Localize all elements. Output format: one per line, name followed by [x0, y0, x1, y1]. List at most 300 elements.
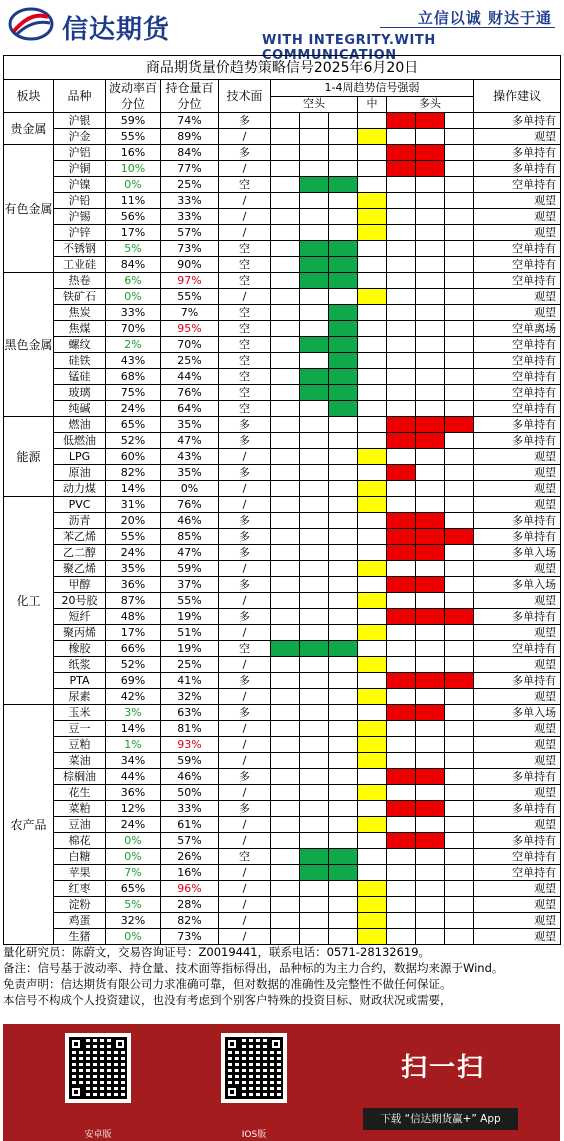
- signal-cell: [358, 817, 387, 833]
- tagline: WITH INTEGRITY.WITH COMMUNICATION: [262, 33, 436, 63]
- volatility-cell: 44%: [106, 769, 161, 785]
- signal-cell: [387, 529, 416, 545]
- open-interest-cell: 33%: [161, 801, 219, 817]
- ios-label: IOS版: [241, 1130, 267, 1140]
- advice-cell: 空单持有: [474, 401, 561, 417]
- signal-cell: [271, 785, 300, 801]
- signal-cell: [271, 401, 300, 417]
- android-label: 安卓版: [84, 1130, 112, 1140]
- signal-cell: [387, 881, 416, 897]
- signal-cell: [329, 305, 358, 321]
- volatility-cell: 17%: [106, 225, 161, 241]
- technical-cell: /: [219, 161, 271, 177]
- table-row: [4, 817, 561, 833]
- variety-cell: 甲醇: [54, 577, 106, 593]
- signal-cell: [329, 465, 358, 481]
- signal-cell: [416, 721, 445, 737]
- signal-cell: [358, 865, 387, 881]
- signal-cell: [416, 913, 445, 929]
- download-app-button[interactable]: 下载 “信达期货赢+” App: [363, 1108, 518, 1130]
- signal-cell: [271, 657, 300, 673]
- signal-cell: [300, 641, 329, 657]
- variety-cell: 螺纹: [54, 337, 106, 353]
- signal-cell: [358, 833, 387, 849]
- signal-cell: [300, 913, 329, 929]
- table-row: [4, 801, 561, 817]
- signal-cell: [358, 401, 387, 417]
- variety-cell: 豆一: [54, 721, 106, 737]
- signal-cell: [416, 353, 445, 369]
- signal-cell: [387, 737, 416, 753]
- table-row: [4, 225, 561, 241]
- open-interest-cell: 96%: [161, 881, 219, 897]
- advice-cell: 多单持有: [474, 433, 561, 449]
- volatility-cell: 36%: [106, 785, 161, 801]
- variety-cell: 沪锌: [54, 225, 106, 241]
- signal-cell: [300, 833, 329, 849]
- technical-cell: /: [219, 865, 271, 881]
- technical-cell: /: [219, 881, 271, 897]
- open-interest-cell: 33%: [161, 193, 219, 209]
- signal-cell: [271, 641, 300, 657]
- signal-cell: [300, 753, 329, 769]
- signal-cell: [387, 849, 416, 865]
- variety-cell: 沥青: [54, 513, 106, 529]
- technical-cell: 空: [219, 385, 271, 401]
- signal-cell: [271, 721, 300, 737]
- signal-cell: [329, 289, 358, 305]
- signal-cell: [300, 417, 329, 433]
- technical-cell: 空: [219, 305, 271, 321]
- signal-cell: [300, 673, 329, 689]
- signal-cell: [329, 625, 358, 641]
- advice-cell: 多单持有: [474, 113, 561, 129]
- advice-cell: 观望: [474, 481, 561, 497]
- signal-cell: [445, 929, 474, 945]
- signal-cell: [300, 577, 329, 593]
- signal-cell: [358, 273, 387, 289]
- signal-cell: [445, 721, 474, 737]
- table-row: [4, 865, 561, 881]
- signal-cell: [445, 753, 474, 769]
- signal-cell: [445, 737, 474, 753]
- open-interest-cell: 32%: [161, 689, 219, 705]
- signal-cell: [416, 337, 445, 353]
- signal-cell: [329, 353, 358, 369]
- signal-cell: [271, 737, 300, 753]
- android-qr-code[interactable]: [65, 1033, 131, 1103]
- signal-cell: [329, 513, 358, 529]
- signal-cell: [416, 241, 445, 257]
- signal-cell: [445, 785, 474, 801]
- technical-cell: /: [219, 929, 271, 945]
- signal-cell: [358, 769, 387, 785]
- signal-cell: [445, 241, 474, 257]
- signal-cell: [358, 561, 387, 577]
- signal-cell: [358, 673, 387, 689]
- signal-cell: [387, 257, 416, 273]
- open-interest-cell: 55%: [161, 593, 219, 609]
- open-interest-cell: 51%: [161, 625, 219, 641]
- signal-cell: [358, 577, 387, 593]
- disclaimer-line-1: 免责声明：信达期货有限公司力求准确可靠，但对数据的准确性及完整性不做任何保证。: [3, 977, 452, 991]
- signal-cell: [416, 289, 445, 305]
- signal-cell: [329, 529, 358, 545]
- table-row: [4, 881, 561, 897]
- signal-cell: [329, 209, 358, 225]
- signal-cell: [416, 177, 445, 193]
- volatility-cell: 14%: [106, 481, 161, 497]
- variety-cell: 沪铅: [54, 193, 106, 209]
- advice-cell: 空单离场: [474, 321, 561, 337]
- signal-cell: [300, 225, 329, 241]
- header-sector: 板块: [4, 80, 54, 113]
- volatility-cell: 7%: [106, 865, 161, 881]
- signal-cell: [300, 929, 329, 945]
- volatility-cell: 33%: [106, 305, 161, 321]
- signal-cell: [445, 193, 474, 209]
- volatility-cell: 52%: [106, 657, 161, 673]
- signal-cell: [445, 369, 474, 385]
- signal-cell: [445, 433, 474, 449]
- open-interest-cell: 61%: [161, 817, 219, 833]
- signal-cell: [358, 513, 387, 529]
- signal-cell: [358, 497, 387, 513]
- volatility-cell: 32%: [106, 913, 161, 929]
- signal-cell: [329, 481, 358, 497]
- variety-cell: 红枣: [54, 881, 106, 897]
- technical-cell: 空: [219, 401, 271, 417]
- table-row: [4, 849, 561, 865]
- signal-cell: [358, 545, 387, 561]
- signal-cell: [416, 225, 445, 241]
- signal-cell: [271, 145, 300, 161]
- open-interest-cell: 7%: [161, 305, 219, 321]
- signal-cell: [358, 737, 387, 753]
- slogan: 立信以诚 财达于通: [417, 9, 552, 27]
- table-row: [4, 337, 561, 353]
- technical-cell: 空: [219, 337, 271, 353]
- advice-cell: 观望: [474, 721, 561, 737]
- volatility-cell: 69%: [106, 673, 161, 689]
- notes-block: [3, 944, 560, 1008]
- volatility-cell: 48%: [106, 609, 161, 625]
- header-volatility: 波动率百分位: [106, 80, 161, 113]
- signal-cell: [300, 513, 329, 529]
- open-interest-cell: 55%: [161, 289, 219, 305]
- signal-cell: [329, 417, 358, 433]
- open-interest-cell: 89%: [161, 129, 219, 145]
- signal-cell: [416, 657, 445, 673]
- advice-cell: 多单持有: [474, 529, 561, 545]
- sector-name: 贵金属: [4, 113, 54, 145]
- signal-cell: [300, 769, 329, 785]
- open-interest-cell: 37%: [161, 577, 219, 593]
- open-interest-cell: 44%: [161, 369, 219, 385]
- signal-cell: [300, 801, 329, 817]
- table-row: [4, 321, 561, 337]
- signal-cell: [329, 593, 358, 609]
- table-row: [4, 129, 561, 145]
- scan-text: 扫一扫: [401, 1053, 486, 1083]
- advice-cell: 观望: [474, 289, 561, 305]
- signal-cell: [416, 769, 445, 785]
- signal-cell: [387, 273, 416, 289]
- signal-cell: [329, 193, 358, 209]
- variety-cell: 短纤: [54, 609, 106, 625]
- signal-cell: [300, 593, 329, 609]
- technical-cell: 多: [219, 113, 271, 129]
- table-row: [4, 433, 561, 449]
- signal-cell: [329, 769, 358, 785]
- table-row: [4, 497, 561, 513]
- technical-cell: /: [219, 657, 271, 673]
- signal-cell: [329, 865, 358, 881]
- volatility-cell: 20%: [106, 513, 161, 529]
- technical-cell: 空: [219, 257, 271, 273]
- signal-cell: [329, 241, 358, 257]
- signal-cell: [416, 929, 445, 945]
- signal-cell: [329, 321, 358, 337]
- signal-cell: [445, 625, 474, 641]
- variety-cell: 菜油: [54, 753, 106, 769]
- signal-cell: [358, 625, 387, 641]
- variety-cell: PTA: [54, 673, 106, 689]
- signal-cell: [358, 641, 387, 657]
- ios-qr-code[interactable]: [221, 1033, 287, 1103]
- table-row: [4, 545, 561, 561]
- technical-cell: 多: [219, 145, 271, 161]
- technical-cell: /: [219, 833, 271, 849]
- signal-cell: [300, 465, 329, 481]
- signal-cell: [300, 385, 329, 401]
- signal-cell: [387, 401, 416, 417]
- signal-cell: [445, 801, 474, 817]
- signal-cell: [358, 705, 387, 721]
- open-interest-cell: 81%: [161, 721, 219, 737]
- technical-cell: 多: [219, 433, 271, 449]
- signal-cell: [445, 449, 474, 465]
- signal-cell: [271, 433, 300, 449]
- variety-cell: PVC: [54, 497, 106, 513]
- open-interest-cell: 16%: [161, 865, 219, 881]
- sector-name: 有色金属: [4, 145, 54, 273]
- technical-cell: /: [219, 481, 271, 497]
- variety-cell: 棉花: [54, 833, 106, 849]
- signal-cell: [358, 593, 387, 609]
- signal-cell: [416, 401, 445, 417]
- signal-cell: [445, 577, 474, 593]
- signal-cell: [387, 449, 416, 465]
- signal-cell: [387, 689, 416, 705]
- technical-cell: 多: [219, 529, 271, 545]
- signal-cell: [445, 513, 474, 529]
- volatility-cell: 59%: [106, 113, 161, 129]
- volatility-cell: 42%: [106, 689, 161, 705]
- advice-cell: 多单持有: [474, 161, 561, 177]
- variety-cell: 鸡蛋: [54, 913, 106, 929]
- signal-cell: [300, 737, 329, 753]
- variety-cell: 工业硅: [54, 257, 106, 273]
- signal-cell: [387, 321, 416, 337]
- technical-cell: 多: [219, 513, 271, 529]
- signal-cell: [271, 209, 300, 225]
- signal-cell: [387, 369, 416, 385]
- disclaimer-line-2: 本信号不构成个人投资建议，也没有考虑到个别客户特殊的投资目标、财政状况或需要，: [3, 993, 452, 1007]
- signal-cell: [271, 321, 300, 337]
- signal-cell: [271, 305, 300, 321]
- volatility-cell: 0%: [106, 849, 161, 865]
- signal-cell: [387, 769, 416, 785]
- open-interest-cell: 25%: [161, 177, 219, 193]
- signal-cell: [271, 193, 300, 209]
- advice-cell: 空单持有: [474, 849, 561, 865]
- table-row: [4, 737, 561, 753]
- technical-cell: 空: [219, 849, 271, 865]
- signal-cell: [300, 497, 329, 513]
- signal-cell: [416, 497, 445, 513]
- advice-cell: 观望: [474, 913, 561, 929]
- signal-cell: [416, 113, 445, 129]
- technical-cell: 空: [219, 353, 271, 369]
- signal-cell: [387, 545, 416, 561]
- variety-cell: 玉米: [54, 705, 106, 721]
- signal-cell: [329, 145, 358, 161]
- signal-cell: [271, 801, 300, 817]
- header-advice: 操作建议: [474, 80, 561, 113]
- signal-cell: [300, 161, 329, 177]
- signal-cell: [358, 145, 387, 161]
- advice-cell: 空单持有: [474, 273, 561, 289]
- variety-cell: 乙二醇: [54, 545, 106, 561]
- variety-cell: 动力煤: [54, 481, 106, 497]
- variety-cell: 棕榈油: [54, 769, 106, 785]
- signal-cell: [387, 577, 416, 593]
- volatility-cell: 31%: [106, 497, 161, 513]
- sector-name: 能源: [4, 417, 54, 497]
- technical-cell: 空: [219, 641, 271, 657]
- open-interest-cell: 90%: [161, 257, 219, 273]
- variety-cell: 沪铝: [54, 145, 106, 161]
- signal-cell: [271, 497, 300, 513]
- signal-cell: [358, 305, 387, 321]
- signal-cell: [271, 881, 300, 897]
- slogan-divider: [380, 27, 555, 28]
- signal-cell: [445, 833, 474, 849]
- table-row: [4, 609, 561, 625]
- open-interest-cell: 76%: [161, 497, 219, 513]
- signal-cell: [445, 225, 474, 241]
- signal-cell: [271, 849, 300, 865]
- signal-cell: [271, 817, 300, 833]
- signal-cell: [329, 545, 358, 561]
- technical-cell: /: [219, 897, 271, 913]
- volatility-cell: 0%: [106, 177, 161, 193]
- signal-cell: [358, 753, 387, 769]
- signal-cell: [445, 113, 474, 129]
- signal-cell: [271, 833, 300, 849]
- signal-cell: [329, 177, 358, 193]
- signal-cell: [445, 129, 474, 145]
- variety-cell: 白糖: [54, 849, 106, 865]
- signal-cell: [358, 353, 387, 369]
- open-interest-cell: 73%: [161, 929, 219, 945]
- signal-cell: [300, 337, 329, 353]
- header-signal-long: 多头: [387, 96, 474, 113]
- open-interest-cell: 19%: [161, 609, 219, 625]
- variety-cell: 苹果: [54, 865, 106, 881]
- open-interest-cell: 73%: [161, 241, 219, 257]
- variety-cell: 焦煤: [54, 321, 106, 337]
- technical-cell: 多: [219, 465, 271, 481]
- signal-cell: [271, 513, 300, 529]
- signal-cell: [300, 145, 329, 161]
- open-interest-cell: 59%: [161, 561, 219, 577]
- signal-cell: [387, 753, 416, 769]
- technical-cell: /: [219, 497, 271, 513]
- signal-cell: [271, 353, 300, 369]
- page-header: [0, 0, 564, 63]
- open-interest-cell: 93%: [161, 737, 219, 753]
- advice-cell: 观望: [474, 625, 561, 641]
- advice-cell: 空单持有: [474, 337, 561, 353]
- signal-cell: [358, 385, 387, 401]
- volatility-cell: 6%: [106, 273, 161, 289]
- brand-name: 信达期货: [62, 15, 171, 45]
- table-row: [4, 449, 561, 465]
- volatility-cell: 1%: [106, 737, 161, 753]
- variety-cell: 燃油: [54, 417, 106, 433]
- signal-cell: [329, 401, 358, 417]
- signal-cell: [358, 689, 387, 705]
- signal-cell: [329, 385, 358, 401]
- header-technical: 技术面: [219, 80, 271, 113]
- signal-cell: [445, 353, 474, 369]
- signal-cell: [387, 865, 416, 881]
- signal-cell: [445, 593, 474, 609]
- signal-cell: [329, 561, 358, 577]
- technical-cell: 多: [219, 577, 271, 593]
- signal-cell: [271, 225, 300, 241]
- signal-cell: [445, 657, 474, 673]
- variety-cell: 沪镍: [54, 177, 106, 193]
- variety-cell: 聚乙烯: [54, 561, 106, 577]
- signal-cell: [300, 625, 329, 641]
- signal-cell: [445, 145, 474, 161]
- volatility-cell: 65%: [106, 417, 161, 433]
- volatility-cell: 84%: [106, 257, 161, 273]
- signal-cell: [271, 161, 300, 177]
- table-row: [4, 577, 561, 593]
- table-row: [4, 673, 561, 689]
- signal-cell: [416, 433, 445, 449]
- signal-cell: [271, 273, 300, 289]
- signal-cell: [387, 129, 416, 145]
- remark-note: 备注：信号基于波动率、持仓量、技术面等指标得出，品种标的为主力合约，数据均来源于Wind。: [3, 961, 504, 975]
- signal-cell: [358, 321, 387, 337]
- technical-cell: /: [219, 753, 271, 769]
- signal-cell: [329, 721, 358, 737]
- advice-cell: 多单持有: [474, 833, 561, 849]
- volatility-cell: 0%: [106, 929, 161, 945]
- variety-cell: 玻璃: [54, 385, 106, 401]
- table-row: [4, 289, 561, 305]
- signal-cell: [445, 705, 474, 721]
- variety-cell: 20号胶: [54, 593, 106, 609]
- signal-cell: [445, 897, 474, 913]
- header-signal: 1-4周趋势信号强弱: [271, 80, 474, 97]
- signal-cell: [329, 257, 358, 273]
